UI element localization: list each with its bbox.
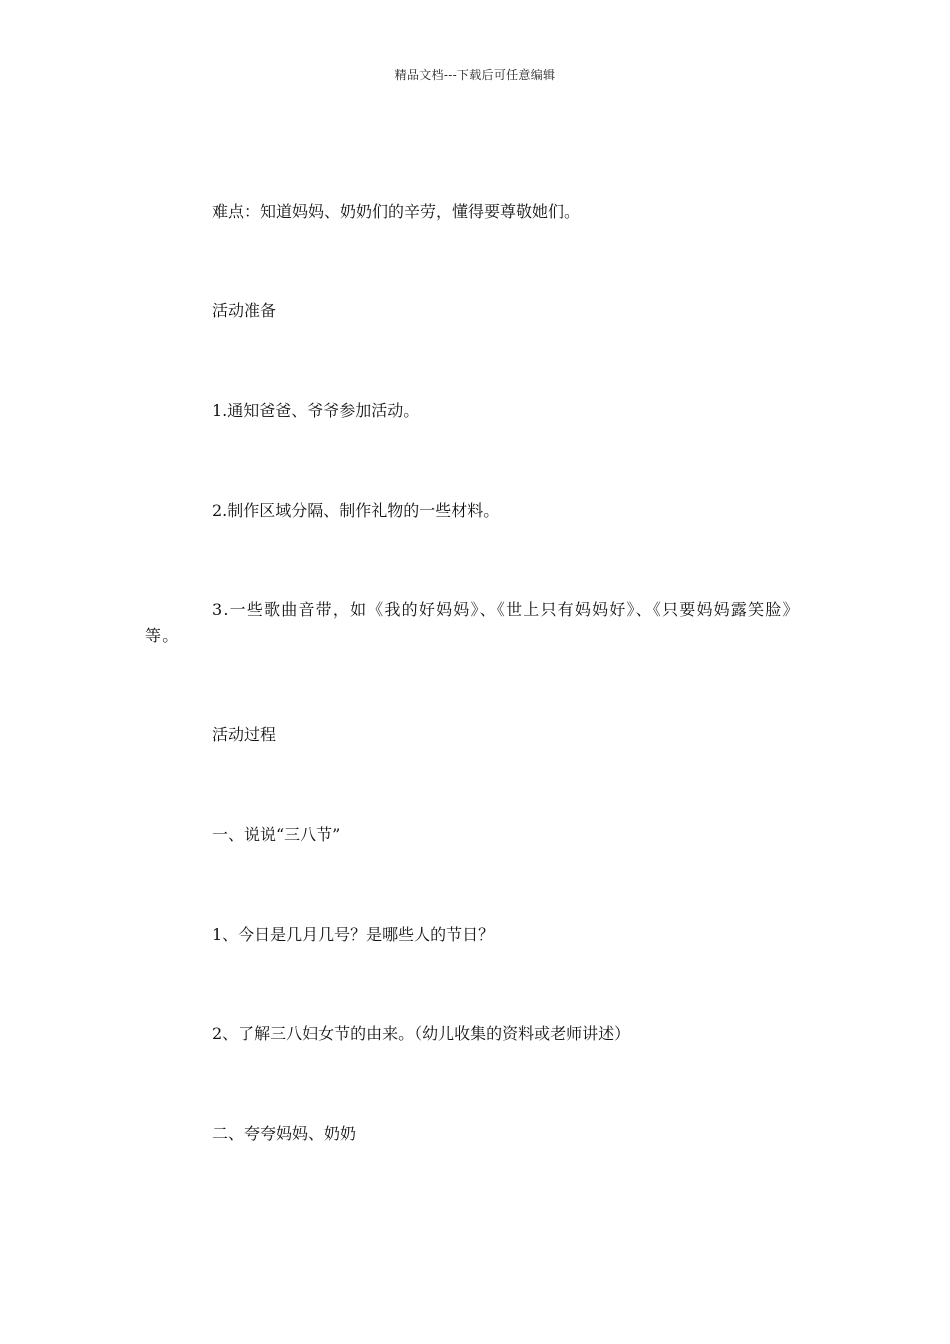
section-heading-2: 二、夸夸妈妈、奶奶 (212, 1124, 357, 1143)
page-header: 精品文档---下载后可任意编辑 (394, 68, 556, 82)
list-item-prep-2: 2.制作区域分隔、制作礼物的一些材料。 (212, 501, 500, 520)
list-item-process-2: 2、了解三八妇女节的由来。（幼儿收集的资料或老师讲述） (212, 1024, 631, 1043)
list-item-process-1: 1、今日是几月几号？是哪些人的节日？ (212, 925, 495, 944)
list-item-prep-1: 1.通知爸爸、爷爷参加活动。 (212, 401, 420, 420)
section-heading-1: 一、说说“三八节” (212, 825, 341, 844)
paragraph-difficulty: 难点：知道妈妈、奶奶们的辛劳，懂得要尊敬她们。 (212, 202, 581, 221)
heading-activity-preparation: 活动准备 (212, 301, 277, 320)
heading-activity-process: 活动过程 (212, 725, 277, 744)
list-item-prep-3: 3.一些歌曲音带，如《我的好妈妈》、《世上只有妈妈好》、《只要妈妈露笑脸》等。 (145, 600, 800, 645)
